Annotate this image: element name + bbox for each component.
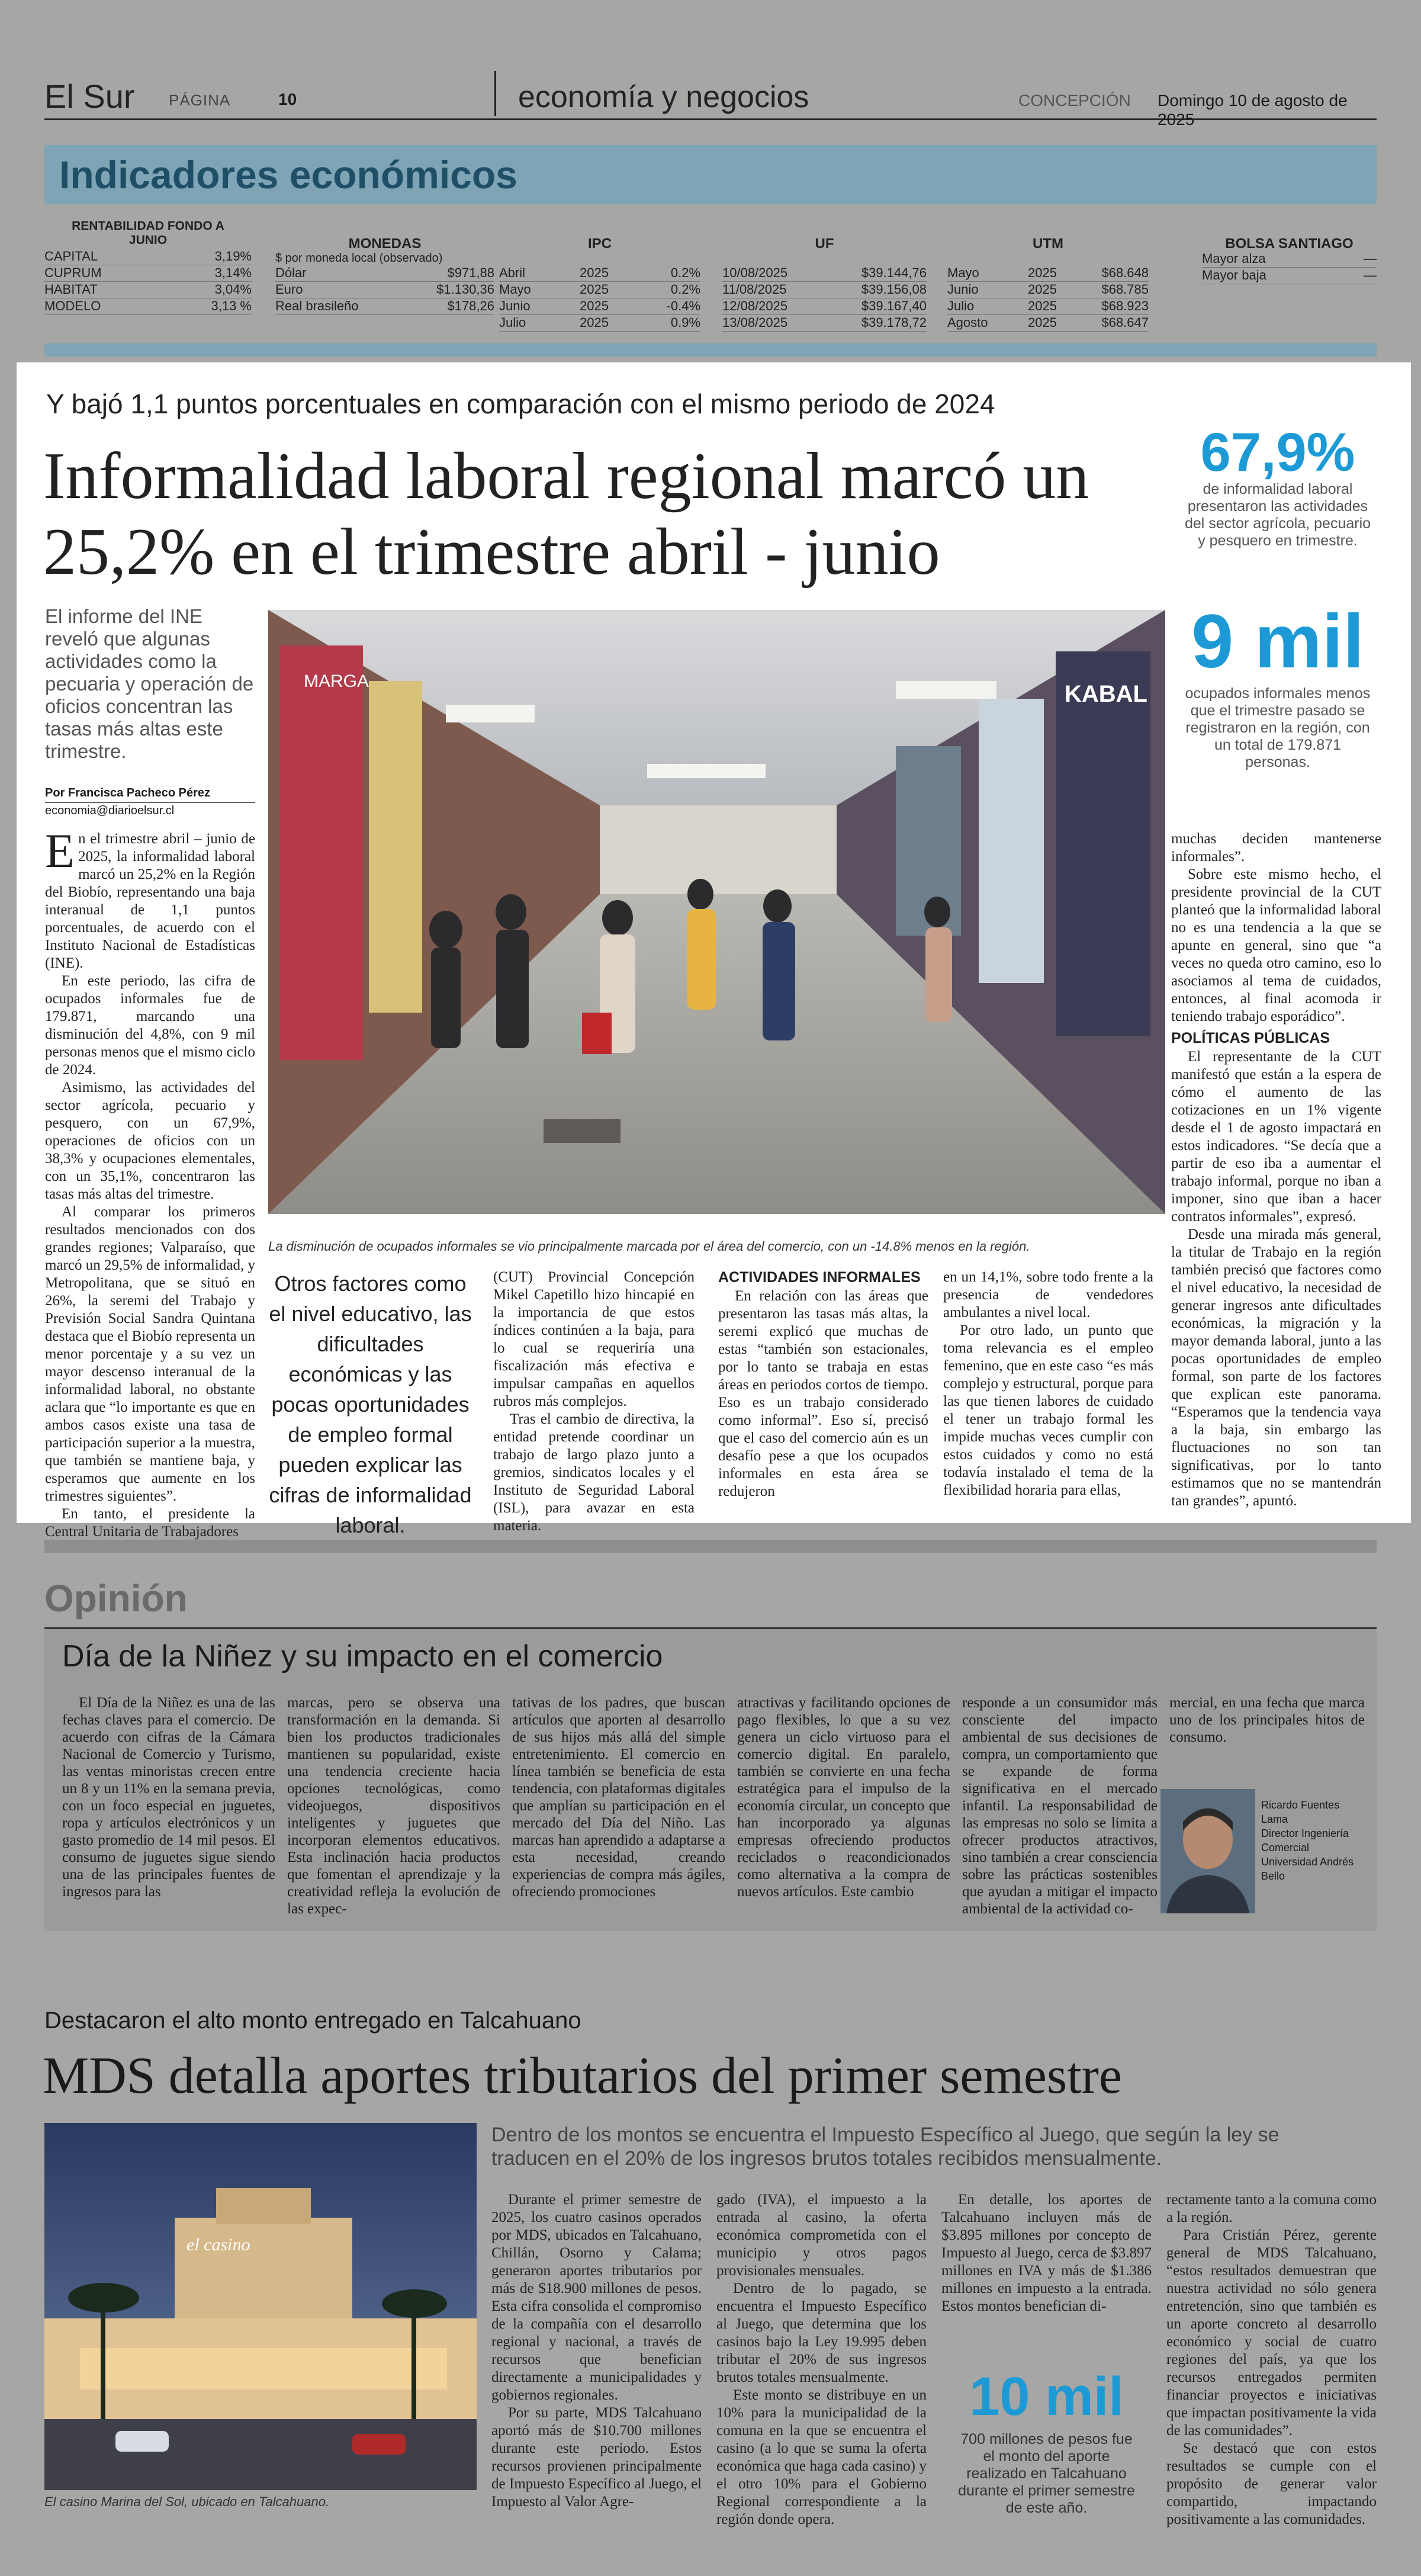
indicator-cell: $178,26 bbox=[447, 298, 494, 313]
opinion-col-1 bbox=[62, 1694, 275, 1900]
opinion-col-4 bbox=[737, 1694, 950, 1900]
photo-caption: La disminución de ocupados informales se vio principalmente marcada por el área del comercio, con un -14.8% menos en la región. bbox=[268, 1239, 1030, 1254]
opinion-label: Opinión bbox=[44, 1577, 188, 1620]
indicator-row bbox=[275, 282, 494, 298]
newspaper-brand: El Sur bbox=[44, 78, 135, 115]
commerce-gallery-photo bbox=[268, 610, 1165, 1214]
indicator-cell: $68.647 bbox=[1101, 315, 1149, 330]
masthead bbox=[44, 71, 1377, 129]
paragraph: Se destacó que con estos resultados se cumple con el propósito de generar valor compartido, impactando positivamente a las comunidades. bbox=[1166, 2440, 1377, 2527]
rentabilidad-column bbox=[44, 219, 252, 315]
shop-sign-kabal: KABAL bbox=[1065, 681, 1147, 707]
indicator-cell: Euro bbox=[275, 282, 303, 297]
indicator-row bbox=[44, 298, 252, 315]
paragraph: (CUT) Provincial Concepción Mikel Capetillo hizo hincapié en la importancia de que estos índices continúen a la baja, para lo cual se requeriría una fiscalización más efectiva e impulsar campañas en aquellos rubros más complejos. bbox=[493, 1269, 695, 1409]
opinion-title: Día de la Niñez y su impacto en el comercio bbox=[62, 1639, 663, 1674]
indicator-cell: Junio bbox=[499, 298, 531, 313]
indicator-cell: -0.4% bbox=[666, 298, 700, 313]
indicator-cell: 2025 bbox=[580, 315, 609, 330]
uf-rows bbox=[722, 265, 927, 332]
city-label: CONCEPCIÓN bbox=[1018, 91, 1131, 110]
ipc-rows bbox=[499, 265, 700, 332]
paragraph: gado (IVA), el impuesto a la entrada al casino, la oferta económica comprometida con el municipio y otros pagos provisionales mensuales. bbox=[716, 2192, 927, 2279]
indicator-cell: 3,14% bbox=[214, 265, 252, 280]
indicator-cell: $39.156,08 bbox=[861, 282, 927, 297]
stat-67-value: 67,9% bbox=[1200, 422, 1355, 483]
paragraph: El Día de la Niñez es una de las fechas claves para el comercio. De acuerdo con cifras de la Cámara Nacional de Comercio y Turismo, las ventas minoristas crecen entre un 8 y un 11% en la semana previa, con un foco especial en juguetes, ropa y artículos electrónicos y un gasto promedio de 14 mil pesos. El consumo de juguetes sigue siendo una de las principales fuentes de ingresos para las bbox=[62, 1695, 275, 1900]
paragraph: Sobre este mismo hecho, el presidente provincial de la CUT planteó que la informalidad laboral no es una tendencia a la que se apunte en general, sino que “a veces no queda otro camino, eso lo asociamos al tema de cuidados, entonces, al final acomoda ir teniendo trabajo esporádico”. bbox=[1171, 866, 1381, 1024]
article-column-1 bbox=[45, 824, 255, 1541]
mds-column-1 bbox=[491, 2191, 702, 2511]
author-portrait bbox=[1160, 1789, 1255, 1913]
paragraph: Durante el primer semestre de 2025, los cuatro casinos operados por MDS, ubicados en Talcahuano, Chillán, Osorno y Calama; generaron aportes tributarios por más de $18.900 millones de pesos. Esta cifra consolida el compromiso de la compañía con el desarrollo regional y nacional, a través de recursos que benefician directamente a municipalidades y gobiernos regionales. bbox=[491, 2192, 702, 2403]
paragraph: Al comparar los primeros resultados mencionados con dos grandes regiones; Valparaíso, que marcó un 29,5% de informalidad, y Metropolitana, que se situó en 26%, la seremi del Trabajo y Previsión Social Sandra Quintana destaca que el Biobío representa un menor porcentaje y a su vez un mayor descenso interanual de la informalidad laboral, no obstante aclara que “lo importante es que en ambos casos existe una tasa de participación superior a la muestra, que también se mantiene baja, y esperamos que aumente en los trimestres siguientes”. bbox=[45, 1204, 255, 1504]
opinion-col-3 bbox=[512, 1694, 725, 1900]
bolsa-heading: BOLSA SANTIAGO bbox=[1225, 236, 1354, 252]
page-label: PÁGINA bbox=[169, 91, 231, 109]
pull-quote: Otros factores como el nivel educativo, las dificultades económicas y las pocas oportunidades de empleo formal pueden explicar las cifras de informalidad laboral. bbox=[269, 1271, 472, 1537]
paragraph: responde a un consumidor más consciente del impacto ambiental de sus decisiones de compra, un comportamiento que se expande de forma significativa en el mercado infantil. La responsabilidad de las empresas no solo se limita a ofrecer productos atractivos, sino también a crear consciencia sobre las prácticas sostenibles que ayudan a mitigar el impacto ambiental de la actividad co- bbox=[962, 1695, 1158, 1917]
indicator-cell: 10/08/2025 bbox=[722, 265, 788, 280]
indicator-cell: Julio bbox=[499, 315, 526, 330]
indicator-cell: $39.178,72 bbox=[861, 315, 927, 330]
author-line: Director Ingeniería bbox=[1261, 1827, 1349, 1839]
monedas-heading: MONEDAS bbox=[348, 236, 422, 252]
subheading-actividades: ACTIVIDADES INFORMALES bbox=[718, 1269, 921, 1286]
paragraph: En tanto, el presidente la Central Unitaria de Trabajadores bbox=[45, 1506, 255, 1540]
paragraph: Para Cristián Pérez, gerente general de MDS Talcahuano, “estos resultados demuestran que nuestra actividad no sólo genera entretención, sino que también es un aporte concreto al desarrollo económico y social de cuatro regiones del país, ya que los recursos entregados permiten financiar proyectos e iniciativas que impactan positivamente la vida de las comunidades”. bbox=[1166, 2227, 1377, 2439]
paragraph: n el trimestre abril – junio de 2025, la informalidad laboral marcó un 25,2% en la Región del Biobío, representando una baja interanual de 1,1 puntos porcentuales, de acuerdo con el Instituto Nacional de Estadísticas (INE). bbox=[45, 831, 255, 971]
indicator-cell: 0.2% bbox=[670, 265, 700, 280]
bolsa-column bbox=[1202, 219, 1377, 284]
indicator-row bbox=[499, 315, 700, 332]
indicator-cell: Mayo bbox=[499, 282, 531, 297]
indicators-banner bbox=[44, 145, 1377, 204]
indicator-cell: 11/08/2025 bbox=[722, 282, 787, 297]
paragraph: Este monto se distribuye en un 10% para la municipalidad de la comuna en la que se encuentra el casino (a lo que se suma la oferta económica que haga cada casino) y el otro 10% para el Gobierno Regional correspondiente a la región donde opera. bbox=[716, 2387, 927, 2527]
indicator-row bbox=[44, 265, 252, 282]
indicator-cell: 12/08/2025 bbox=[722, 298, 788, 313]
monedas-column bbox=[275, 219, 494, 315]
indicator-cell: 2025 bbox=[580, 282, 609, 297]
indicator-cell: 3,19% bbox=[214, 249, 252, 264]
paragraph: Desde una mirada más general, la titular de Trabajo en la región también precisó que factores como el nivel educativo, la necesidad de generar ingresos ante dificultades económicas, la migración y la mayor demanda laboral, junto a las pocas oportunidades de empleo formal, son parte de los factores que explican este panorama. “Esperamos que la tendencia vaya a la baja, sin embargo las fluctuaciones no son tan significativas, por lo tanto estimamos que no se mantendrán tan grandes”, apuntó. bbox=[1171, 1226, 1381, 1509]
paragraph: Dentro de lo pagado, se encuentra el Impuesto Específico al Juego, que determina que los casinos bajo la Ley 19.995 deben tributar el 20% de sus ingresos brutos totales mensualmente. bbox=[716, 2281, 927, 2385]
paragraph: marcas, pero se observa una transformación en la demanda. Si bien los productos tradicionales mantienen su popularidad, existe una tendencia creciente hacia opciones tecnológicas, como videojuegos, dispositivos inteligentes y juguetes que incorporan elementos educativos. Esta inclinación hacia productos que fomentan el aprendizaje y la creatividad refleja la evolución de las expec- bbox=[287, 1695, 500, 1917]
indicator-cell: 0.9% bbox=[670, 315, 700, 330]
opinion-column bbox=[44, 1627, 1377, 1931]
indicator-cell: Mayor alza bbox=[1202, 251, 1266, 266]
article-column-4 bbox=[943, 1268, 1153, 1499]
author-email[interactable]: economia@diarioelsur.cl bbox=[45, 804, 175, 817]
paragraph: En este periodo, las cifra de ocupados informales fue de 179.871, marcando una disminución del 4,8%, con 9 mil personas menos que el mismo ciclo de 2024. bbox=[45, 973, 255, 1078]
article-column-2 bbox=[493, 1268, 695, 1535]
article-column-5 bbox=[1171, 830, 1381, 1510]
opinion-col-5 bbox=[962, 1694, 1158, 1917]
indicator-row bbox=[947, 282, 1149, 298]
indicator-cell: 2025 bbox=[1028, 298, 1057, 313]
paragraph: Tras el cambio de directiva, la entidad pretende coordinar un trabajo de largo plazo junto a gremios, sindicatos locales y el Instituto de Seguridad Laboral (ISL), para avazar en esta materia. bbox=[493, 1411, 695, 1534]
indicator-cell: 3,13 % bbox=[211, 298, 252, 313]
paragraph: Por otro lado, un punto que toma relevancia es el empleo femenino, que en este caso “es más complejo y estructural, porque para las que tienen labores de cuidado el tener un trabajo formal les impide muchas veces cumplir con estos cuidados y como no está todavía instalado el tema de la flexibilidad horaria para ellas, bbox=[943, 1322, 1153, 1498]
uf-column bbox=[722, 219, 927, 332]
indicator-cell: Abril bbox=[499, 265, 526, 280]
article-column-3 bbox=[718, 1268, 928, 1501]
indicator-row bbox=[275, 265, 494, 282]
paragraph: En detalle, los aportes de Talcahuano incluyen más de $3.895 millones por concepto de Impuesto al Juego, cerca de $3.897 millones en IVA y más de $1.386 millones en impuesto a la entrada. Estos montos benefician di- bbox=[941, 2192, 1152, 2314]
indicator-row bbox=[947, 298, 1149, 315]
indicator-cell: CAPITAL bbox=[44, 249, 98, 264]
rentabilidad-heading: RENTABILIDAD FONDO A JUNIO bbox=[72, 219, 224, 247]
stat-10mil-text: 700 millones de pesos fue el monto del aporte realizado en Talcahuano durante el primer semestre de este año. bbox=[958, 2431, 1135, 2516]
utm-rows bbox=[947, 265, 1149, 332]
mds-article-kicker: Destacaron el alto monto entregado en Talcahuano bbox=[44, 2008, 581, 2034]
indicator-row bbox=[722, 282, 927, 298]
indicator-cell: $39.167,40 bbox=[861, 298, 927, 313]
paragraph: Asimismo, las actividades del sector agrícola, pecuario y pesquero, con un 67,9%, operaciones de oficios con un 38,3% y ocupaciones elementales, con un 35,1%, concentraron las tasas más altas del trimestre. bbox=[45, 1080, 255, 1202]
indicator-row bbox=[947, 265, 1149, 282]
indicator-row bbox=[44, 282, 252, 298]
article-headline: Informalidad laboral regional marcó un 25,2% en el trimestre abril - junio bbox=[43, 439, 1089, 589]
paragraph: En relación con las áreas que presentaron las tasas más altas, la seremi explicó que muchas de estas “también son estacionales, por lo tanto se trabaja en estas áreas en periodos cortos de tiempo. Eso es un trabajo considerado como informal”. Eso sí, precisó que el caso del comercio aún es un desafío pese a que los ocupados informales en esta área se redujeron bbox=[718, 1288, 928, 1499]
monedas-subheading: $ por moneda local (observado) bbox=[275, 252, 443, 265]
uf-heading: UF bbox=[815, 236, 834, 252]
mds-column-3 bbox=[941, 2191, 1152, 2315]
casino-illustration bbox=[44, 2123, 477, 2490]
indicator-cell: $39.144,76 bbox=[861, 265, 927, 280]
indicator-row bbox=[275, 298, 494, 315]
indicator-row bbox=[722, 315, 927, 332]
paragraph: muchas deciden mantenerse informales”. bbox=[1171, 831, 1381, 865]
indicator-cell: $68.648 bbox=[1101, 265, 1149, 280]
drop-cap: E bbox=[45, 824, 75, 878]
paragraph: en un 14,1%, sobre todo frente a la presencia de vendedores ambulantes a nivel local. bbox=[943, 1269, 1153, 1321]
opinion-col-2 bbox=[287, 1694, 500, 1917]
paragraph: rectamente tanto a la comuna como a la región. bbox=[1166, 2192, 1377, 2225]
indicator-row bbox=[499, 298, 700, 315]
utm-heading: UTM bbox=[1033, 236, 1063, 252]
indicator-cell: HABITAT bbox=[44, 282, 98, 297]
indicator-cell: Real brasileño bbox=[275, 298, 359, 313]
utm-column bbox=[947, 219, 1149, 332]
indicator-cell: Mayo bbox=[947, 265, 979, 280]
indicator-cell: 2025 bbox=[1028, 315, 1057, 330]
indicator-row bbox=[722, 265, 927, 282]
indicator-cell: Julio bbox=[947, 298, 975, 313]
indicator-row bbox=[1202, 268, 1377, 284]
indicator-cell: MODELO bbox=[44, 298, 101, 313]
article-byline: Por Francisca Pacheco Pérez bbox=[45, 786, 255, 803]
author-line: Ricardo Fuentes bbox=[1261, 1799, 1340, 1811]
indicator-cell: 2025 bbox=[580, 265, 609, 280]
indicator-cell: $971,88 bbox=[447, 265, 494, 280]
indicator-cell: — bbox=[1364, 268, 1377, 282]
author-line: Bello bbox=[1261, 1870, 1285, 1882]
paragraph: El representante de la CUT manifestó que están a la espera de cómo el aumento de las cotizaciones en un 1% vigente desde el 1 de agosto impactará en estos indicadores. “Se decía que a partir de eso iba a aumentar el trabajo informal, porque no iban a imponer, sino que iban a hacer contratos informales”, expresó. bbox=[1171, 1049, 1381, 1225]
header-divider bbox=[494, 71, 496, 116]
indicators-title: Indicadores económicos bbox=[59, 153, 517, 197]
indicator-row bbox=[44, 249, 252, 265]
opinion-col-6 bbox=[1169, 1694, 1365, 1746]
indicator-cell: 3,04% bbox=[214, 282, 252, 297]
mds-column-2 bbox=[716, 2191, 927, 2529]
indicator-cell: Junio bbox=[947, 282, 979, 297]
paragraph: atractivas y facilitando opciones de pago flexibles, lo que a su vez genera un ciclo virtuoso para el comercio digital. En paralelo, también se convierte en una fecha estratégica para el impulso de la economía circular, un concepto que han incorporado ya algunas empresas ofreciendo productos reciclados o reacondicionados como alternativa a la compra de nuevos artículos. Este cambio bbox=[737, 1695, 950, 1900]
article-kicker: Y bajó 1,1 puntos porcentuales en comparación con el mismo periodo de 2024 bbox=[46, 388, 995, 419]
paragraph: tativas de los padres, que buscan artículos que aporten al desarrollo de sus hijos más allá del simple entretenimiento. El comercio en línea también se beneficia de esta tendencia, con plataformas digitales que amplían su participación en el mercado del Día del Niño. Las marcas han aprendido a adaptarse a esta necesidad, creando experiencias de compra más ágiles, ofreciendo promociones bbox=[512, 1695, 725, 1900]
rentabilidad-rows bbox=[44, 249, 252, 315]
opinion-author bbox=[1261, 1798, 1354, 1883]
indicator-row bbox=[499, 282, 700, 298]
author-line: Lama bbox=[1261, 1813, 1288, 1825]
casino-caption: El casino Marina del Sol, ubicado en Talcahuano. bbox=[44, 2494, 330, 2509]
edition-date: Domingo 10 de agosto de 2025 bbox=[1158, 91, 1348, 129]
stat-10mil-value: 10 mil bbox=[969, 2366, 1124, 2427]
page-number: 10 bbox=[278, 90, 297, 108]
indicator-cell: Mayor baja bbox=[1202, 268, 1266, 282]
author-avatar bbox=[1160, 1789, 1255, 1913]
indicator-cell: Dólar bbox=[275, 265, 307, 280]
indicator-row bbox=[722, 298, 927, 315]
stat-67-text: de informalidad laboral presentaron las actividades del sector agrícola, pecuario y pesquero en trimestre. bbox=[1184, 481, 1371, 549]
indicator-cell: $1.130,36 bbox=[436, 282, 494, 297]
indicator-cell: 2025 bbox=[1028, 282, 1057, 297]
subheading-politicas: POLÍTICAS PÚBLICAS bbox=[1171, 1030, 1330, 1046]
indicators-bottom-rule bbox=[44, 343, 1377, 356]
indicator-cell: CUPRUM bbox=[44, 265, 102, 280]
paragraph: mercial, en una fecha que marca uno de los principales hitos de consumo. bbox=[1169, 1695, 1365, 1745]
indicator-cell: 0.2% bbox=[670, 282, 700, 297]
monedas-rows bbox=[275, 265, 494, 315]
main-article bbox=[17, 362, 1411, 1540]
section-name: economía y negocios bbox=[518, 80, 809, 114]
paragraph: Por su parte, MDS Talcahuano aportó más de $10.700 millones durante este periodo. Estos recursos provienen principalmente de Impuesto Específico al Juego, el Impuesto al Valor Agre- bbox=[491, 2405, 702, 2510]
ipc-heading: IPC bbox=[587, 236, 612, 252]
mds-column-4 bbox=[1166, 2191, 1377, 2529]
indicators-table bbox=[44, 219, 1377, 338]
indicator-cell: — bbox=[1364, 251, 1377, 266]
indicator-cell: 2025 bbox=[580, 298, 609, 313]
opinion-rule bbox=[44, 1540, 1377, 1553]
mds-article-headline: MDS detalla aportes tributarios del primer semestre bbox=[43, 2047, 1123, 2105]
indicator-cell: 13/08/2025 bbox=[722, 315, 788, 330]
indicator-cell: $68.785 bbox=[1101, 282, 1149, 297]
mds-article-lede: Dentro de los montos se encuentra el Impuesto Específico al Juego, que según la ley se traducen en el 20% de los ingresos brutos totales recibidos mensualmente. bbox=[491, 2124, 1279, 2170]
indicator-row bbox=[1202, 251, 1377, 268]
stat-9mil-value: 9 mil bbox=[1191, 599, 1364, 684]
author-line: Comercial bbox=[1261, 1842, 1310, 1854]
gallery-illustration bbox=[268, 610, 1165, 1214]
casino-photo bbox=[44, 2123, 477, 2490]
bolsa-rows bbox=[1202, 251, 1377, 284]
indicator-cell: 2025 bbox=[1028, 265, 1057, 280]
stat-9mil-text: ocupados informales menos que el trimestre pasado se registraron en la región, con un total de 179.871 personas. bbox=[1185, 685, 1371, 770]
casino-sign: el casino bbox=[187, 2235, 250, 2254]
indicator-row bbox=[947, 315, 1149, 332]
indicator-cell: $68.923 bbox=[1101, 298, 1149, 313]
author-line: Universidad Andrés bbox=[1261, 1856, 1354, 1868]
ipc-column bbox=[499, 219, 700, 332]
indicator-cell: Agosto bbox=[947, 315, 988, 330]
indicator-row bbox=[499, 265, 700, 282]
article-lede: El informe del INE reveló que algunas actividades como la pecuaria y operación de oficios concentran las tasas más altas este trimestre. bbox=[45, 605, 254, 762]
shop-sign-marga: MARGA bbox=[304, 672, 369, 691]
